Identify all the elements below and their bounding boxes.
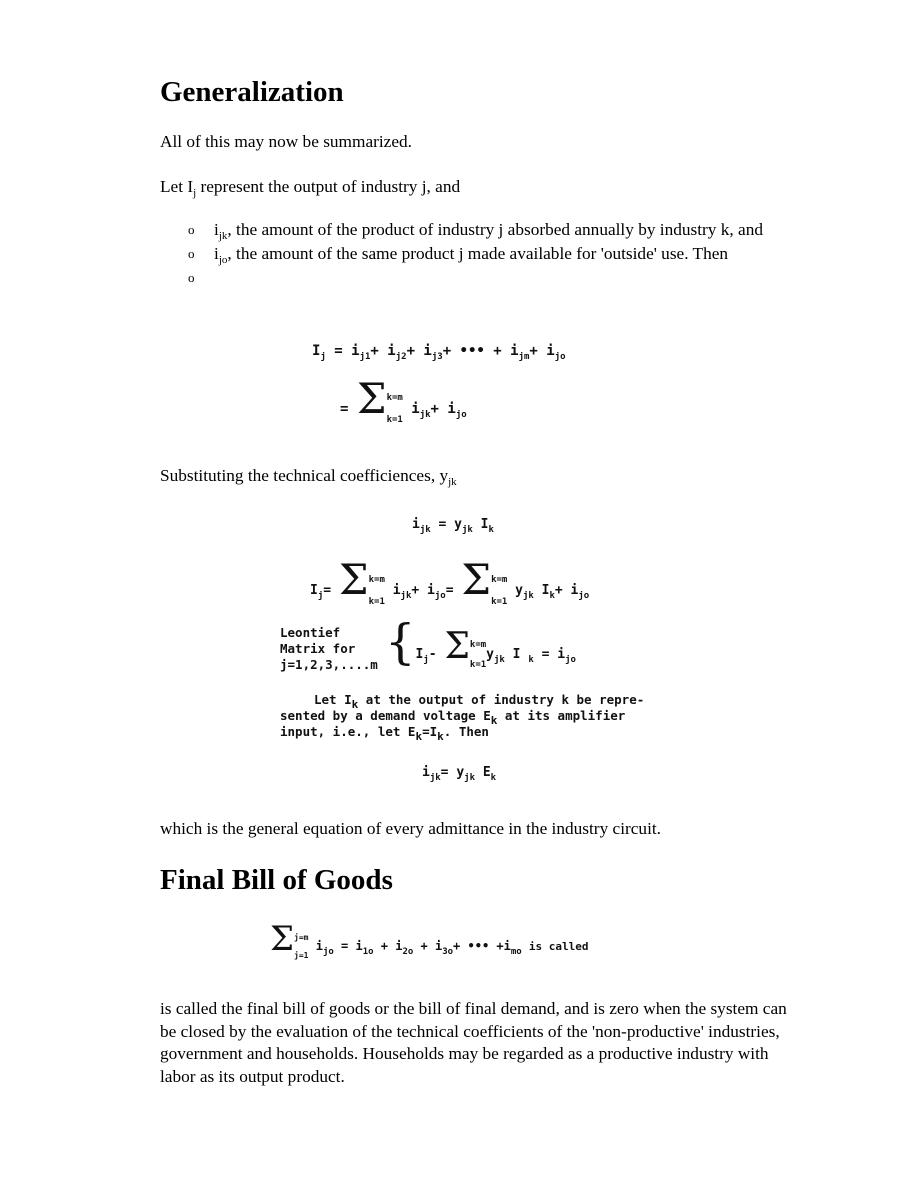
brace-symbol: { — [385, 614, 416, 670]
sigma-symbol: Σ — [461, 555, 492, 604]
final-bill-paragraph: is called the final bill of goods or the bill of final demand, and is zero when the system can be closed by the evaluation of the technical coefficients of the 'non-productive' industries, government and households. Households may be regarded as a productive industry with labor as its output product. — [160, 999, 787, 1086]
equation-final-bill: Σj=m j=1 $i_{jo} = i_{1o} + i_{2o} + i_{3o}+$ ••• $+i_{mo}$ is called — [270, 919, 589, 960]
equation-leontief-matrix: {$I_j-$ Σk=m $k=1y_{jk}$ I $_k = i_{jo}$ — [385, 614, 576, 670]
general-equation-paragraph: which is the general equation of every admittance in the industry circuit. — [160, 819, 661, 838]
sigma-symbol: Σ — [356, 374, 387, 423]
list-item-empty — [188, 267, 788, 289]
leontief-label: Leontief Matrix for j=1,2,3,....m — [280, 625, 378, 672]
equation-ij-expanded: $I_j= \Sigma k=m$ k=1 $i_{jk}+ i_{jo}= \Sigma k=m$ k=1 $y_{jk}$ $I_k+ i_{jo}$ — [310, 555, 590, 607]
list-item: o $i_{jk}$, the amount of the product of industry j absorbed annually by industry k, and — [188, 219, 788, 241]
equation-ijk: $i_{jk} = y_{jk}$ $I_k$ — [412, 517, 494, 535]
demand-voltage-block: Let $I_k$ at the output of industry k be repre- sented by a demand voltage $E_k$ at its amplifier input, i.e., let $E_k=I_k$. Then — [280, 692, 645, 743]
definition-list — [188, 219, 788, 291]
equation-ijk-voltage: $i_{jk}= y_{jk}$ $E_k$ — [422, 765, 497, 783]
list-item: o $i_{jo}$, the amount of the same product j made available for 'outside' use. Then — [188, 243, 788, 265]
equation-output-sigma: = Σk=m k=1 $i_{jk}+ i_{jo}$ — [340, 374, 467, 425]
let-paragraph: Let $I_j$ represent the output of industry j, and — [160, 177, 461, 199]
substituting-paragraph: Substituting the technical coefficiences, $y_{jk}$ — [160, 466, 457, 488]
summary-paragraph: All of this may now be summarized. — [160, 132, 412, 151]
heading-generalization: Generalization — [160, 76, 344, 108]
sigma-symbol: Σ — [338, 555, 369, 604]
heading-final-bill: Final Bill of Goods — [160, 864, 393, 896]
equation-output-sum: $I_j = i_{j1}+ i_{j2}+ i_{j3}+$ ••• + $i_{jm}+ i_{jo}$ — [312, 343, 566, 362]
sigma-symbol: Σ — [444, 626, 470, 667]
sigma-symbol: Σ — [270, 919, 295, 959]
